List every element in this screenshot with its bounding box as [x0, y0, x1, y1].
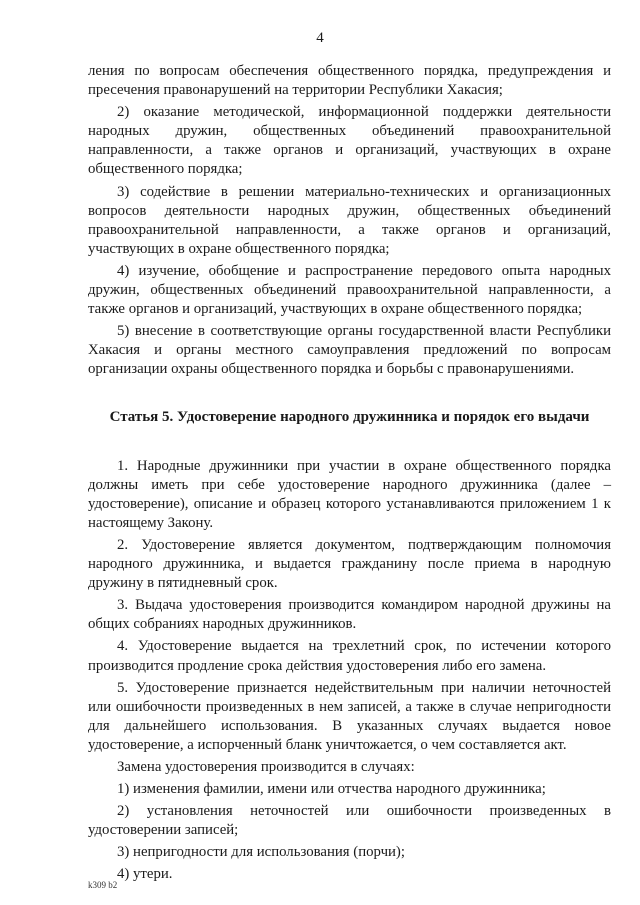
footer-code: k309 b2	[88, 880, 118, 890]
replacement-case-3: 3) непригодности для использования (порчи);	[117, 844, 405, 861]
replacement-case-4: 4) утери.	[117, 866, 173, 883]
article-paragraph-4: 4. Удостоверение выдается на трехлетний срок, по истечении которого производится продление срока действия удостоверения либо его замена.	[88, 638, 611, 674]
article-heading: Статья 5. Удостоверение народного дружинника и порядок его выдачи	[109, 408, 590, 425]
document-body	[88, 62, 611, 888]
replacement-case-1: 1) изменения фамилии, имени или отчества народного дружинника;	[117, 781, 546, 798]
list-item-4: 4) изучение, обобщение и распространение передового опыта народных дружин, общественных объединений правоохранительной направленности, а также органов и организаций, участвующих в охране общественного порядка;	[88, 262, 611, 318]
article-paragraph-5: 5. Удостоверение признается недействительным при наличии неточностей или ошибочности произведенных в нем записей, а также в случае непригодности для дальнейшего использования. В указанных случаях выдается новое удостоверение, а испорченный бланк уничтожается, о чем составляется акт.	[88, 679, 611, 753]
list-item-5: 5) внесение в соответствующие органы государственной власти Республики Хакасия и органы местного самоуправления предложений по вопросам организации охраны общественного порядка и борьбы с правонарушениями.	[88, 323, 611, 378]
article-paragraph-1: 1. Народные дружинники при участии в охране общественного порядка должны иметь при себе удостоверение народного дружинника (далее – удостоверение), описание и образец которого устанавливаются приложением 1 к настоящему Закону.	[88, 457, 611, 531]
article-paragraph-2: 2. Удостоверение является документом, подтверждающим полномочия народного дружинника, и выдается гражданину после приема в народную дружину в пятидневный срок.	[88, 536, 611, 592]
article-paragraph-3: 3. Выдача удостоверения производится командиром народной дружины на общих собраниях народных дружинников.	[88, 597, 611, 633]
list-item-2: 2) оказание методической, информационной поддержки деятельности народных дружин, общественных объединений правоохранительной направленности, а также органов и организаций, участвующих в охране общественного порядка;	[88, 104, 611, 178]
page-number: 4	[316, 30, 324, 46]
paragraph-continuation: ления по вопросам обеспечения общественного порядка, предупреждения и пресечения правонарушений на территории Республики Хакасия;	[88, 63, 611, 99]
list-item-3: 3) содействие в решении материально-технических и организационных вопросов деятельности народных дружин, общественных объединений правоохранительной направленности, а также органов и организаций, участвующих в охране общественного порядка;	[88, 183, 611, 257]
replacement-intro: Замена удостоверения производится в случаях:	[117, 759, 415, 775]
replacement-case-2: 2) установления неточностей или ошибочности произведенных в удостоверении записей;	[88, 803, 611, 839]
